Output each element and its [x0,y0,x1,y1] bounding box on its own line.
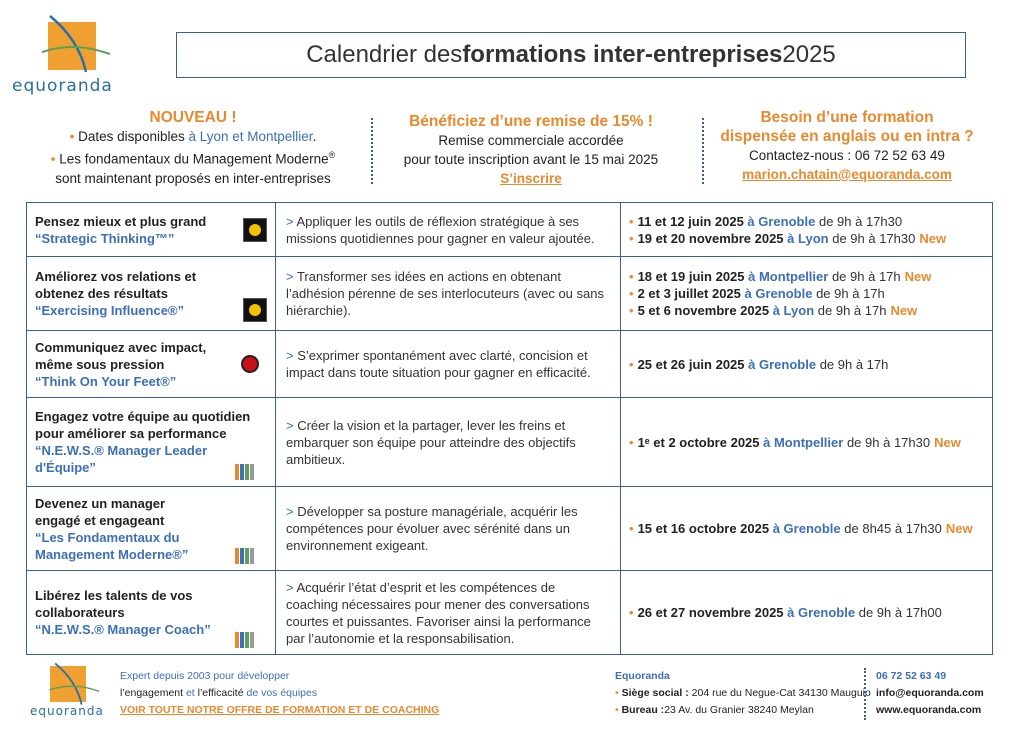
tagline-line-1: Expert depuis 2003 pour développer [120,670,290,682]
news-line-2: • Les fondamentaux du Management Moderne® [50,150,336,167]
table-row [27,257,993,331]
table-row [27,487,993,571]
date-line: • 1ᵉ et 2 octobre 2025 à Montpellier de 9h à 17h30 New [629,434,961,450]
footer-address [615,668,871,719]
discount-block [386,108,676,188]
program-name: “Strategic Thinking™” [35,230,175,246]
program-name: “N.E.W.S.® Manager Coach” [35,622,211,637]
news-heading: NOUVEAU ! [149,109,237,126]
date-line: • 25 et 26 juin 2025 à Grenoble de 9h à 17h [629,356,889,372]
training-title: Pensez mieux et plus grand [35,213,207,229]
contact-block [712,108,982,184]
footer-tagline [120,668,439,719]
news-badge-icon [235,548,257,564]
table-row [27,331,993,398]
table-row [27,398,993,487]
training-description-cell: > Développer sa posture managériale, acquérir les compétences pour évoluer avec sérénité dans un environnement exigeant. [276,487,621,571]
program-name: “Les Fondamentaux du Management Moderne®” [35,529,189,562]
date-line: • 5 et 6 novembre 2025 à Lyon de 9h à 17h New [629,303,918,318]
table-row [27,571,993,655]
training-title-cell [27,203,276,257]
contact-phone: Contactez-nous : 06 72 52 63 49 [749,148,945,163]
training-description: Développer sa posture managériale, acquérir les compétences pour évoluer avec sérénité dans un environnement exigeant. [286,504,578,553]
training-description: Transformer ses idées en actions en obtenant l’adhésion pérenne de ses interlocuteurs (avec ou sans hiérarchie). [286,269,604,318]
footer-website-link[interactable]: www.equoranda.com [876,704,982,716]
discount-heading: Bénéficiez d’une remise de 15% ! [409,113,653,130]
training-title-cell [27,331,276,398]
training-dates-cell [621,257,993,331]
training-title-cell [27,571,276,655]
register-link[interactable]: S’inscrire [500,171,562,186]
training-description-cell: > Appliquer les outils de réflexion stratégique à ses missions quotidiennes pour gagner en valeur ajoutée. [276,203,621,257]
program-name: “N.E.W.S.® Manager Leader d'Équipe” [35,443,208,475]
news-badge-icon [235,464,257,480]
discount-line-1: Remise commerciale accordée [438,133,624,148]
training-title: Améliorez vos relations et obtenez des résultats [35,269,197,301]
divider [371,118,373,184]
discount-line-2: pour toute inscription avant le 15 mai 2025 [403,152,659,167]
training-dates-cell [621,203,993,257]
stopwatch-icon [241,355,259,373]
barnes-noble-badge-icon [243,298,267,322]
training-title: Devenez un manager engagé et engageant [35,495,166,528]
footer-brand-name: equoranda [30,704,104,718]
news-block [28,108,358,188]
footer-logo [30,662,104,718]
brand-logo [12,14,113,96]
tagline-line-2: l’engagement et l’efficacité de vos équipes [120,687,318,699]
contact-heading-2: dispensée en anglais ou en intra ? [720,128,974,145]
program-name: “Think On Your Feet®” [35,373,177,389]
head-office-address: • Siège social : 204 rue du Negue-Cat 34130 Mauguio [615,687,871,699]
news-line-1: • Dates disponibles à Lyon et Montpellier. [69,129,317,144]
training-description-cell: > S’exprimer spontanément avec clarté, concision et impact dans toute situation pour gagner en efficacité. [276,331,621,398]
footer-phone: 06 72 52 63 49 [876,670,947,682]
training-title: Engagez votre équipe au quotidien pour améliorer sa performance [35,409,251,441]
divider [702,118,704,184]
date-line: • 2 et 3 juillet 2025 à Grenoble de 9h à 17h [629,286,885,301]
training-table [26,202,993,655]
brand-name: equoranda [12,76,113,96]
date-line: • 19 et 20 novembre 2025 à Lyon de 9h à 17h30 New [629,230,947,246]
divider [864,668,866,720]
office-address: • Bureau :23 Av. du Granier 38240 Meylan [615,704,814,716]
page-title: Calendrier des formations inter-entreprises 2025 [176,32,966,78]
training-description: Appliquer les outils de réflexion stratégique à ses missions quotidiennes pour gagner en valeur ajoutée. [286,213,595,246]
training-dates-cell [621,571,993,655]
table-row [27,203,993,257]
news-line-3: sont maintenant proposés en inter-entreprises [55,170,331,186]
training-description: Créer la vision et la partager, lever les freins et embarquer son équipe pour atteindre des objectifs ambitieux. [286,417,576,467]
training-dates-cell [621,331,993,398]
training-description-cell: > Acquérir l’état d’esprit et les compétences de coaching nécessaires pour mener des conversations courtes et puissantes. Favoriser ainsi la performance par l’autonomie et la responsabilisation. [276,571,621,655]
program-name: “Exercising Influence®” [35,303,185,318]
footer-email-link[interactable]: info@equoranda.com [876,687,984,699]
footer-contact [876,668,984,719]
training-title-cell [27,398,276,487]
training-title: Libérez les talents de vos collaborateurs [35,588,193,620]
training-dates-cell [621,487,993,571]
training-description: Acquérir l’état d’esprit et les compétences de coaching nécessaires pour mener des conversations courtes et puissantes. Favoriser ainsi la performance par l’autonomie et la responsabilisation. [286,579,591,646]
date-line: • 26 et 27 novembre 2025 à Grenoble de 9h à 17h00 [629,605,942,620]
training-title: Communiquez avec impact, même sous pression [35,339,207,372]
training-description-cell: > Transformer ses idées en actions en obtenant l’adhésion pérenne de ses interlocuteurs (avec ou sans hiérarchie). [276,257,621,331]
news-badge-icon [235,632,257,648]
training-dates-cell [621,398,993,487]
contact-heading-1: Besoin d’une formation [760,109,934,126]
training-description: S’exprimer spontanément avec clarté, concision et impact dans toute situation pour gagner en efficacité. [286,348,591,380]
company-name: Equoranda [615,670,670,682]
training-title-cell [27,257,276,331]
offer-link[interactable]: VOIR TOUTE NOTRE OFFRE DE FORMATION ET DE COACHING [120,704,440,716]
contact-email-link[interactable]: marion.chatain@equoranda.com [742,167,952,182]
training-title-cell [27,487,276,571]
date-line: • 15 et 16 octobre 2025 à Grenoble de 8h45 à 17h30 New [629,521,973,536]
date-line: • 18 et 19 juin 2025 à Montpellier de 9h à 17h New [629,269,932,284]
date-line: • 11 et 12 juin 2025 à Grenoble de 9h à 17h30 [629,213,903,229]
training-description-cell: > Créer la vision et la partager, lever les freins et embarquer son équipe pour atteindre des objectifs ambitieux. [276,398,621,487]
barnes-noble-badge-icon [243,218,267,242]
